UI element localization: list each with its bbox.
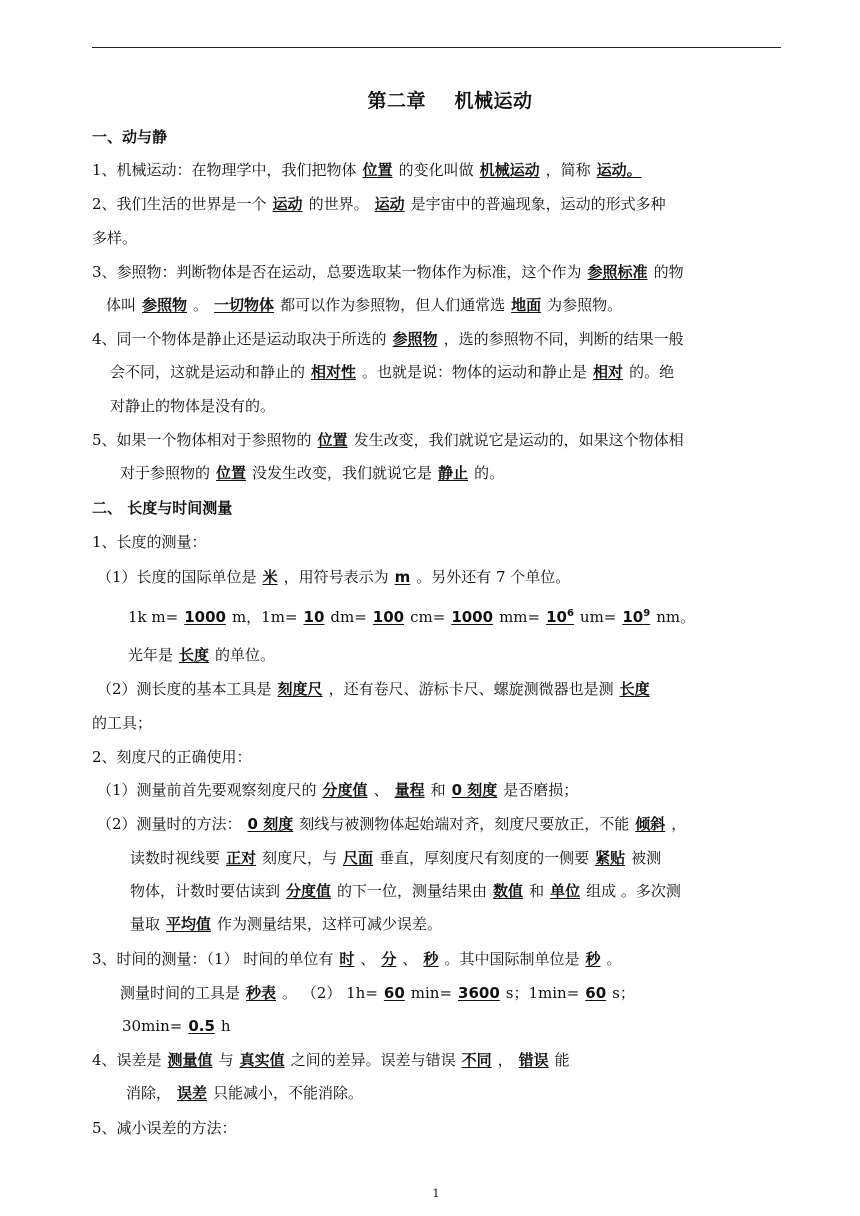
item-1: 1、机械运动：在物理学中，我们把物体 位置 的变化叫做 机械运动 ，简称 运动。 — [92, 161, 642, 179]
length-tools-cont: 的工具； — [92, 714, 153, 732]
section-heading-2: 二、 长度与时间测量 — [92, 499, 233, 517]
header-rule — [92, 47, 781, 48]
item-2: 2、我们生活的世界是一个 运动 的世界。 运动 是宇宙中的普遍现象，运动的形式多种 — [92, 195, 666, 213]
section-heading-1: 一、动与静 — [92, 128, 168, 146]
unit-conversions: 1k m= 1000 m，1m= 10 dm= 100 cm= 1000 $mm= 10^6$ $um= 10^9$ nm。 — [128, 608, 696, 626]
ruler-method-4: 量取 平均值 作为测量结果，这样可减少误差。 — [130, 915, 443, 933]
time-measure-3: 30min= 0.5 h — [122, 1017, 231, 1035]
item-2-cont: 多样。 — [92, 229, 138, 247]
error-definition: 4、误差是 测量值 与 真实值 之间的差异。误差与错误 不同 ， 错误 能 — [92, 1051, 570, 1069]
item-3-cont: 体叫 参照物 。 一切物体 都可以作为参照物，但人们通常选 地面 为参照物。 — [106, 296, 623, 314]
length-measure: 1、长度的测量： — [92, 533, 207, 551]
item-4-cont2: 对静止的物体是没有的。 — [110, 397, 276, 415]
ruler-method: （2）测量时的方法： 0 刻度 刻线与被测物体起始端对齐，刻度尺要放正，不能 倾斜 ， — [97, 815, 687, 833]
ruler-method-3: 物体，计数时要估读到 分度值 的下一位，测量结果由 数值 和 单位 组成 。多次测 — [130, 882, 681, 900]
item-5-cont: 对于参照物的 位置 没发生改变，我们就说它是 静止 的。 — [120, 464, 505, 482]
item-4: 4、同一个物体是静止还是运动取决于所选的 参照物 ，选的参照物不同，判断的结果一般 — [92, 330, 684, 348]
light-year: 光年是 长度 的单位。 — [128, 646, 276, 664]
item-3: 3、参照物：判断物体是否在运动，总要选取某一物体作为标准，这个作为 参照标准 的物 — [92, 263, 684, 281]
item-4-cont: 会不同，这就是运动和静止的 相对性 。也就是说：物体的运动和静止是 相对 的。绝 — [110, 363, 675, 381]
length-tools: （2）测长度的基本工具是 刻度尺 ，还有卷尺、游标卡尺、螺旋测微器也是测 长度 — [97, 680, 650, 698]
ruler-usage: 2、刻度尺的正确使用： — [92, 748, 252, 766]
item-5: 5、如果一个物体相对于参照物的 位置 发生改变，我们就说它是运动的，如果这个物体相 — [92, 431, 684, 449]
ruler-check: （1）测量前首先要观察刻度尺的 分度值 、 量程 和 0 刻度 是否磨损； — [97, 781, 579, 799]
ruler-method-2: 读数时视线要 正对 刻度尺，与 尺面 垂直，厚刻度尺有刻度的一侧要 紧贴 被测 — [130, 849, 662, 867]
length-unit: （1）长度的国际单位是 米 ，用符号表示为 m 。另外还有 7 个单位。 — [97, 568, 571, 586]
reduce-error: 5、减小误差的方法： — [92, 1119, 237, 1137]
page-number: 1 — [432, 1187, 440, 1200]
time-measure: 3、时间的测量：（1） 时间的单位有 时 、 分 、 秒 。其中国际制单位是 秒 。 — [92, 950, 622, 968]
page-title: 第二章 机械运动 — [367, 90, 533, 112]
time-measure-2: 测量时间的工具是 秒表 。 （2） 1h= 60 min= 3600 s；1min= 60 s； — [120, 984, 635, 1002]
error-definition-2: 消除， 误差 只能减小，不能消除。 — [126, 1084, 364, 1102]
